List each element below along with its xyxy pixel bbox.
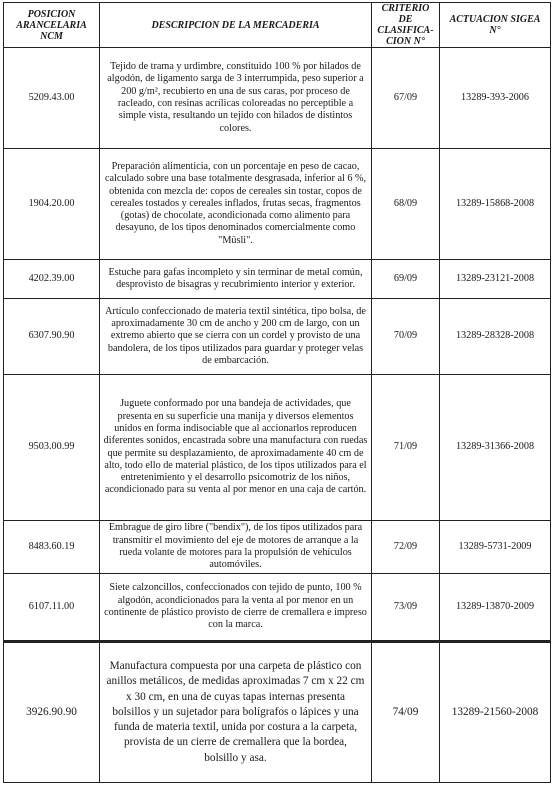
- table-row: [4, 375, 551, 521]
- header-posicion: POSICION ARANCELARIA NCM: [4, 3, 100, 48]
- ncm-cell: 5209.43.00: [4, 48, 100, 149]
- header-descripcion: DESCRIPCION DE LA MERCADERIA: [100, 3, 372, 48]
- table-row: [4, 149, 551, 260]
- actuacion-cell: 13289-28328-2008: [440, 299, 551, 375]
- actuacion-cell: 13289-13870-2009: [440, 574, 551, 642]
- criterio-cell: 71/09: [372, 375, 440, 521]
- header-actuacion: ACTUACION SIGEA N°: [440, 3, 551, 48]
- description-cell: Siete calzoncillos, confeccionados con tejido de punto, 100 % algodón, acondicionados para la venta al por menor en un continente de plástico provisto de cierre de cremallera e impreso con la marca.: [100, 574, 372, 642]
- actuacion-cell: 13289-393-2006: [440, 48, 551, 149]
- ncm-cell: 6107.11.00: [4, 574, 100, 642]
- header-criterio: CRITERIO DE CLASIFICA-CION N°: [372, 3, 440, 48]
- criterio-cell: 72/09: [372, 521, 440, 574]
- ncm-cell: 9503.00.99: [4, 375, 100, 521]
- table-row: [4, 642, 551, 783]
- table-row: [4, 521, 551, 574]
- ncm-cell: 4202.39.00: [4, 260, 100, 299]
- table-header-row: [4, 3, 551, 48]
- criterio-cell: 69/09: [372, 260, 440, 299]
- description-cell: Embrague de giro libre ("bendix"), de los tipos utilizados para transmitir el movimiento del eje de motores de arranque a la rueda volante de motores para la propulsión de vehículos automóviles.: [100, 521, 372, 574]
- criterio-cell: 70/09: [372, 299, 440, 375]
- actuacion-cell: 13289-21560-2008: [440, 642, 551, 783]
- ncm-cell: 3926.90.90: [4, 642, 100, 783]
- criterio-cell: 67/09: [372, 48, 440, 149]
- table-row: [4, 574, 551, 642]
- description-cell: Preparación alimenticia, con un porcentaje en peso de cacao, calculado sobre una base totalmente desgrasada, inferior al 6 %, obtenida con mezcla de: copos de cereales sin tostar, copos de cereales tostados y cereales inflados, frutas secas, fragmentos (gotas) de chocolate, acondicionada como alimento para desayuno, de los tipos denominados comercialmente como "Müsli".: [100, 149, 372, 260]
- ncm-cell: 6307.90.90: [4, 299, 100, 375]
- description-cell: Manufactura compuesta por una carpeta de plástico con anillos metálicos, de medidas aproximadas 7 cm x 22 cm x 30 cm, en una de cuyas tapas internas presenta bolsillos y un sujetador para bolígrafos o lápices y una funda de materia textil, unida por costura a la carpeta, provista de un cierre de cremallera que la bordea, bolsillo y asa.: [100, 642, 372, 783]
- description-cell: Estuche para gafas incompleto y sin terminar de metal común, desprovisto de bisagras y recubrimiento interior y exterior.: [100, 260, 372, 299]
- criterio-cell: 73/09: [372, 574, 440, 642]
- ncm-cell: 8483.60.19: [4, 521, 100, 574]
- table-row: [4, 299, 551, 375]
- criterio-cell: 74/09: [372, 642, 440, 783]
- table-row: [4, 260, 551, 299]
- description-cell: Tejido de trama y urdimbre, constituido 100 % por hilados de algodón, de ligamento sarga de 3 interrumpida, peso superior a 200 g/m², recubierto en una de sus caras, por proceso de racleado, con resinas acrílicas coloreadas no perceptible a simple vista, resultando un tejido con hilados de distintos colores.: [100, 48, 372, 149]
- actuacion-cell: 13289-31366-2008: [440, 375, 551, 521]
- classification-table-page: [3, 2, 550, 783]
- classification-table: [3, 2, 551, 783]
- actuacion-cell: 13289-15868-2008: [440, 149, 551, 260]
- actuacion-cell: 13289-5731-2009: [440, 521, 551, 574]
- actuacion-cell: 13289-23121-2008: [440, 260, 551, 299]
- ncm-cell: 1904.20.00: [4, 149, 100, 260]
- criterio-cell: 68/09: [372, 149, 440, 260]
- description-cell: Juguete conformado por una bandeja de actividades, que presenta en su superficie una manija y diversos elementos unidos en forma indisociable que al accionarlos reproducen diferentes sonidos, encastrada sobre una manufactura con ruedas que permite su desplazamiento, de aproximadamente 40 cm de alto, todo ello de material plástico, de los tipos utilizados para el entretenimiento y el desarrollo psicomotriz de los niños, acondicionado para su venta al por menor en una caja de cartón.: [100, 375, 372, 521]
- description-cell: Artículo confeccionado de materia textil sintética, tipo bolsa, de aproximadamente 30 cm de ancho y 200 cm de largo, con un extremo abierto que se cierra con un cordel y provisto de una bandolera, de los tipos utilizados para guardar y proteger velas de embarcación.: [100, 299, 372, 375]
- table-row: [4, 48, 551, 149]
